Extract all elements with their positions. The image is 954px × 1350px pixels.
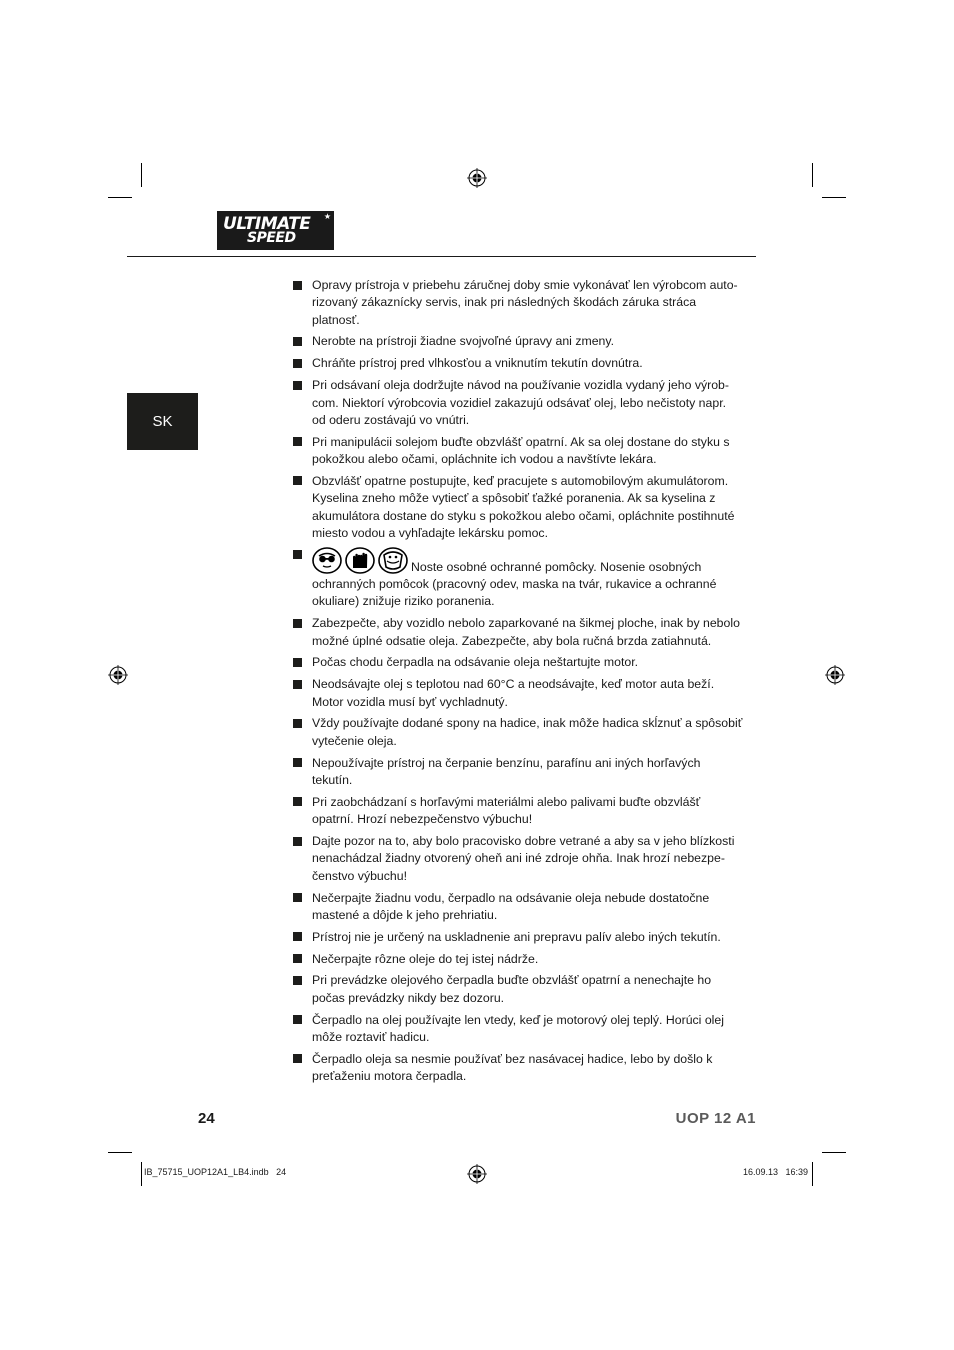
list-item-text: Obzvlášť opatrne postupujte, keď pracujete s automobilovým akumulátorom. Kyselina zneho môže vytiecť a spôsobiť ťažké poranenia. Ak sa kyselina z akumulátora dostane do styku s pokožkou alebo očami, opláchnite postihnuté miesto vodou a vyhľadajte lekársku pomoc. — [312, 473, 735, 540]
list-item — [293, 355, 743, 372]
list-item-text: Pri prevádzke olejového čerpadla buďte obzvlášť opatrní a nenechajte ho počas prevádzky nikdy bez dozoru. — [312, 973, 712, 1005]
crop-mark — [812, 1162, 813, 1186]
list-item — [293, 1012, 743, 1047]
bullet-square-icon — [293, 437, 302, 446]
bullet-square-icon — [293, 932, 302, 941]
list-item — [293, 929, 743, 946]
list-item-text: Čerpadlo na olej používajte len vtedy, keď je motorový olej teplý. Horúci olej môže roztaviť hadicu. — [312, 1012, 724, 1044]
registration-mark-icon — [467, 168, 487, 188]
list-item-text: Zabezpečte, aby vozidlo nebolo zaparkované na šikmej ploche, inak by nebolo možné úplné odsatie oleja. Zabezpečte, aby bola ručná brzda zatiahnutá. — [312, 616, 740, 648]
list-item — [293, 676, 743, 711]
list-item — [293, 277, 743, 329]
crop-mark — [822, 1152, 846, 1153]
face-mask-icon — [378, 547, 408, 574]
bullet-square-icon — [293, 619, 302, 628]
bullet-square-icon — [293, 954, 302, 963]
list-item — [293, 654, 743, 671]
list-item-text: Noste osobné ochranné pomôcky. Nosenie osobných ochranných pomôcok (pracovný odev, maska na tvár, rukavice a ochranné okuliare) znižuje riziko poranenia. — [312, 559, 717, 609]
logo-text-bottom: SPEED — [247, 230, 296, 246]
print-date-time: 16.09.13 16:39 — [742, 1167, 808, 1177]
logo-star-icon: ★ — [323, 212, 331, 221]
list-item — [293, 547, 743, 611]
model-name: UOP 12 A1 — [675, 1110, 756, 1127]
list-item — [293, 890, 743, 925]
bullet-square-icon — [293, 359, 302, 368]
bullet-square-icon — [293, 680, 302, 689]
list-item — [293, 1051, 743, 1086]
list-item — [293, 833, 743, 885]
list-item-text: Nečerpajte rôzne oleje do tej istej nádrže. — [312, 951, 539, 966]
list-item — [293, 715, 743, 750]
bullet-square-icon — [293, 837, 302, 846]
registration-mark-icon — [108, 665, 128, 685]
registration-mark-icon — [825, 665, 845, 685]
language-tab — [127, 393, 198, 450]
page-number: 24 — [198, 1110, 215, 1127]
list-item — [293, 794, 743, 829]
ppe-icons — [312, 547, 408, 574]
bullet-square-icon — [293, 976, 302, 985]
crop-mark — [812, 163, 813, 187]
bullet-square-icon — [293, 893, 302, 902]
bullet-square-icon — [293, 281, 302, 290]
list-item-text: Vždy používajte dodané spony na hadice, inak môže hadica skĺznuť a spôsobiť vytečenie oleja. — [312, 716, 743, 748]
list-item — [293, 473, 743, 542]
list-item-text: Nepoužívajte prístroj na čerpanie benzínu, parafínu ani iných horľavých tekutín. — [312, 755, 701, 787]
logo-text-top: ULTIMATE — [223, 214, 311, 234]
list-item-text: Počas chodu čerpadla na odsávanie oleja neštartujte motor. — [312, 655, 639, 670]
list-item-text: Nerobte na prístroji žiadne svojvoľné úpravy ani zmeny. — [312, 334, 615, 349]
header-rule — [127, 256, 756, 257]
list-item — [293, 333, 743, 350]
bullet-square-icon — [293, 337, 302, 346]
crop-mark — [141, 1162, 142, 1186]
bullet-square-icon — [293, 550, 302, 559]
list-item-text: Pri manipulácii solejom buďte obzvlášť opatrní. Ak sa olej dostane do styku s pokožkou alebo očami, opláchnite ich vodou a navštívte lekára. — [312, 434, 730, 467]
list-item-text: Pri zaobchádzaní s horľavými materiálmi alebo palivami buďte obzvlášť opatrní. Hrozí nebezpečenstvo výbuchu! — [312, 794, 701, 827]
list-item-text: Prístroj nie je určený na uskladnenie ani prepravu palív alebo iných tekutín. — [312, 929, 721, 944]
list-item-text: Dajte pozor na to, aby bolo pracovisko dobre vetrané a aby sa v jeho blízkosti nenachádzal žiadny otvorený oheň ani iné zdroje ohňa. Inak hrozí nebezpe-čenstvo výbuchu! — [312, 834, 735, 883]
registration-mark-icon — [467, 1164, 487, 1184]
goggles-icon — [312, 547, 342, 574]
list-item-text: Čerpadlo oleja sa nesmie používať bez nasávacej hadice, lebo by došlo k preťaženiu motora čerpadla. — [312, 1051, 713, 1084]
bullet-square-icon — [293, 658, 302, 667]
bullet-square-icon — [293, 1054, 302, 1063]
crop-mark — [108, 1152, 132, 1153]
bullet-square-icon — [293, 758, 302, 767]
safety-instructions-list — [293, 277, 743, 1090]
crop-mark — [141, 163, 142, 187]
brand-logo — [217, 211, 334, 250]
crop-mark — [822, 197, 846, 198]
crop-mark — [108, 197, 132, 198]
list-item — [293, 615, 743, 650]
list-item — [293, 972, 743, 1007]
print-file-info: IB_75715_UOP12A1_LB4.indb 24 — [144, 1167, 287, 1177]
bullet-square-icon — [293, 476, 302, 485]
bullet-square-icon — [293, 719, 302, 728]
list-item-text: Opravy prístroja v priebehu záručnej doby smie vykonávať len výrobcom auto-rizovaný zákaznícky servis, inak pri následných škodách záruka stráca platnosť. — [312, 278, 738, 327]
list-item — [293, 434, 743, 469]
list-item-text: Chráňte prístroj pred vlhkosťou a vniknutím tekutín dovnútra. — [312, 356, 643, 371]
bullet-square-icon — [293, 797, 302, 806]
bullet-square-icon — [293, 381, 302, 390]
list-item — [293, 951, 743, 968]
gloves-icon — [345, 547, 375, 574]
list-item-text: Pri odsávaní oleja dodržujte návod na používanie vozidla vydaný jeho výrob-com. Niektorí výrobcovia vozidiel zakazujú odsávať olej, lebo nečistoty napr. od oderu zostávajú vo vnútri. — [312, 378, 729, 427]
list-item-text: Nečerpajte žiadnu vodu, čerpadlo na odsávanie oleja nebude dostatočne mastené a dôjde k jeho prehriatiu. — [312, 890, 710, 922]
bullet-square-icon — [293, 1015, 302, 1024]
list-item-text: Neodsávajte olej s teplotou nad 60°C a neodsávajte, keď motor auta beží. Motor vozidla musí byť vychladnutý. — [312, 677, 715, 709]
list-item — [293, 377, 743, 429]
language-code: SK — [152, 413, 173, 430]
list-item — [293, 755, 743, 790]
